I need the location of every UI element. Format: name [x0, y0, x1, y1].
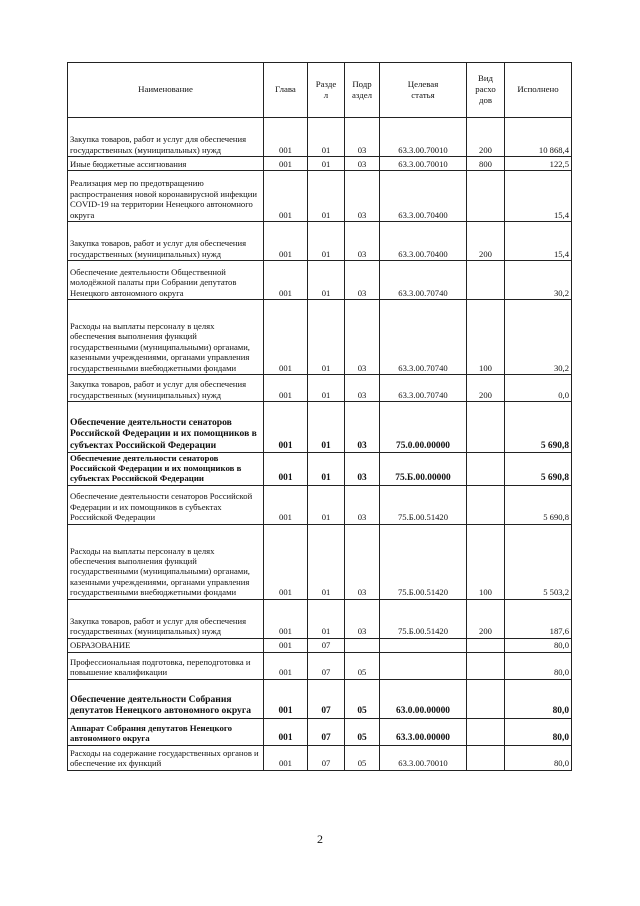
- header-name: Наименование: [68, 63, 264, 118]
- table-row: [68, 118, 572, 157]
- table-row: [68, 652, 572, 679]
- budget-table: [67, 62, 572, 771]
- cell-amount: 80,0: [505, 745, 572, 770]
- cell-amount: 80,0: [505, 638, 572, 652]
- cell-podrazdel: [345, 638, 380, 652]
- header-glava: Глава: [264, 63, 308, 118]
- cell-glava: 001: [264, 638, 308, 652]
- cell-name: Закупка товаров, работ и услуг для обеспечения государственных (муниципальных) нужд: [68, 118, 264, 157]
- cell-podrazdel: 03: [345, 524, 380, 599]
- cell-name: Расходы на выплаты персоналу в целях обеспечения выполнения функций государственными (муниципальными) органами, казенными учреждениями, органами управления государственными внебюджетными фондами: [68, 524, 264, 599]
- cell-glava: 001: [264, 453, 308, 486]
- cell-vid: [467, 453, 505, 486]
- cell-vid: [467, 171, 505, 222]
- cell-target: 63.3.00.70010: [380, 745, 467, 770]
- cell-target: 75.Б.00.00000: [380, 453, 467, 486]
- cell-podrazdel: 03: [345, 171, 380, 222]
- page-number: 2: [317, 832, 323, 846]
- cell-glava: 001: [264, 261, 308, 300]
- cell-razdel: 07: [308, 679, 345, 718]
- cell-razdel: 01: [308, 485, 345, 524]
- cell-name: Аппарат Собрания депутатов Ненецкого автономного округа: [68, 718, 264, 745]
- cell-podrazdel: 03: [345, 222, 380, 261]
- cell-name: Закупка товаров, работ и услуг для обеспечения государственных (муниципальных) нужд: [68, 599, 264, 638]
- cell-target: 63.3.00.70740: [380, 300, 467, 375]
- table-row: [68, 300, 572, 375]
- cell-podrazdel: 03: [345, 375, 380, 402]
- cell-amount: 15,4: [505, 171, 572, 222]
- cell-target: [380, 638, 467, 652]
- cell-razdel: 07: [308, 745, 345, 770]
- cell-vid: [467, 718, 505, 745]
- cell-razdel: 01: [308, 222, 345, 261]
- cell-vid: [467, 402, 505, 453]
- cell-amount: 122,5: [505, 157, 572, 171]
- cell-podrazdel: 03: [345, 453, 380, 486]
- cell-target: 63.3.00.70740: [380, 261, 467, 300]
- cell-target: 63.3.00.00000: [380, 718, 467, 745]
- cell-razdel: 01: [308, 402, 345, 453]
- cell-amount: 15,4: [505, 222, 572, 261]
- cell-name: Профессиональная подготовка, переподготовка и повышение квалификации: [68, 652, 264, 679]
- cell-vid: 100: [467, 300, 505, 375]
- cell-amount: 10 868,4: [505, 118, 572, 157]
- cell-target: 63.3.00.70400: [380, 171, 467, 222]
- cell-amount: 5 690,8: [505, 453, 572, 486]
- cell-name: Обеспечение деятельности сенаторов Российской Федерации и их помощников в субъектах Российской Федерации: [68, 402, 264, 453]
- table-row: [68, 638, 572, 652]
- cell-podrazdel: 03: [345, 118, 380, 157]
- cell-podrazdel: 05: [345, 745, 380, 770]
- cell-name: Закупка товаров, работ и услуг для обеспечения государственных (муниципальных) нужд: [68, 375, 264, 402]
- table-row: [68, 222, 572, 261]
- table-row: [68, 679, 572, 718]
- cell-vid: [467, 652, 505, 679]
- table-row: [68, 745, 572, 770]
- cell-podrazdel: 05: [345, 652, 380, 679]
- cell-glava: 001: [264, 718, 308, 745]
- header-executed: Исполнено: [505, 63, 572, 118]
- cell-name: ОБРАЗОВАНИЕ: [68, 638, 264, 652]
- cell-vid: [467, 679, 505, 718]
- cell-name: Обеспечение деятельности Общественной молодёжной палаты при Собрании депутатов Ненецкого автономного округа: [68, 261, 264, 300]
- cell-target: 63.3.00.70400: [380, 222, 467, 261]
- cell-amount: 80,0: [505, 652, 572, 679]
- cell-name: Расходы на выплаты персоналу в целях обеспечения выполнения функций государственными (муниципальными) органами, казенными учреждениями, органами управления государственными внебюджетными фондами: [68, 300, 264, 375]
- cell-target: 63.3.00.70010: [380, 118, 467, 157]
- cell-razdel: 01: [308, 453, 345, 486]
- header-target: Целевая статья: [380, 63, 467, 118]
- cell-glava: 001: [264, 679, 308, 718]
- cell-podrazdel: 03: [345, 402, 380, 453]
- cell-name: Реализация мер по предотвращению распространения новой коронавирусной инфекции COVID-19 на территории Ненецкого автономного округа: [68, 171, 264, 222]
- table-row: [68, 524, 572, 599]
- cell-glava: 001: [264, 485, 308, 524]
- cell-name: Обеспечение деятельности сенаторов Российской Федерации и их помощников в субъектах Российской Федерации: [68, 485, 264, 524]
- cell-vid: 200: [467, 222, 505, 261]
- table-row: [68, 453, 572, 486]
- cell-vid: 200: [467, 599, 505, 638]
- cell-podrazdel: 03: [345, 300, 380, 375]
- cell-podrazdel: 05: [345, 679, 380, 718]
- cell-amount: 5 503,2: [505, 524, 572, 599]
- cell-podrazdel: 03: [345, 599, 380, 638]
- table-row: [68, 157, 572, 171]
- cell-vid: 200: [467, 118, 505, 157]
- cell-vid: [467, 638, 505, 652]
- cell-target: 63.3.00.70010: [380, 157, 467, 171]
- cell-target: [380, 652, 467, 679]
- cell-name: Обеспечение деятельности сенаторов Российской Федерации и их помощников в субъектах Российской Федерации: [68, 453, 264, 486]
- cell-amount: 5 690,8: [505, 485, 572, 524]
- cell-podrazdel: 03: [345, 485, 380, 524]
- cell-glava: 001: [264, 157, 308, 171]
- cell-target: 75.Б.00.51420: [380, 485, 467, 524]
- cell-vid: [467, 485, 505, 524]
- cell-razdel: 01: [308, 524, 345, 599]
- cell-glava: 001: [264, 599, 308, 638]
- cell-razdel: 07: [308, 652, 345, 679]
- cell-target: 63.3.00.70740: [380, 375, 467, 402]
- table-row: [68, 402, 572, 453]
- cell-podrazdel: 03: [345, 157, 380, 171]
- table-row: [68, 261, 572, 300]
- cell-vid: 200: [467, 375, 505, 402]
- cell-razdel: 01: [308, 599, 345, 638]
- header-razdel: Разде л: [308, 63, 345, 118]
- cell-vid: 100: [467, 524, 505, 599]
- cell-podrazdel: 03: [345, 261, 380, 300]
- cell-razdel: 01: [308, 261, 345, 300]
- cell-vid: [467, 745, 505, 770]
- cell-glava: 001: [264, 300, 308, 375]
- cell-glava: 001: [264, 171, 308, 222]
- cell-amount: 30,2: [505, 261, 572, 300]
- cell-razdel: 01: [308, 171, 345, 222]
- cell-target: 75.Б.00.51420: [380, 599, 467, 638]
- cell-amount: 0,0: [505, 375, 572, 402]
- cell-razdel: 01: [308, 157, 345, 171]
- cell-podrazdel: 05: [345, 718, 380, 745]
- cell-razdel: 01: [308, 375, 345, 402]
- cell-razdel: 07: [308, 638, 345, 652]
- cell-glava: 001: [264, 222, 308, 261]
- cell-amount: 5 690,8: [505, 402, 572, 453]
- cell-glava: 001: [264, 118, 308, 157]
- cell-glava: 001: [264, 745, 308, 770]
- cell-amount: 80,0: [505, 718, 572, 745]
- cell-name: Закупка товаров, работ и услуг для обеспечения государственных (муниципальных) нужд: [68, 222, 264, 261]
- cell-razdel: 01: [308, 118, 345, 157]
- cell-amount: 80,0: [505, 679, 572, 718]
- table-row: [68, 485, 572, 524]
- cell-target: 63.0.00.00000: [380, 679, 467, 718]
- cell-vid: [467, 261, 505, 300]
- table-row: [68, 375, 572, 402]
- header-vid: Вид расхо дов: [467, 63, 505, 118]
- table-row: [68, 718, 572, 745]
- cell-target: 75.Б.00.51420: [380, 524, 467, 599]
- cell-amount: 30,2: [505, 300, 572, 375]
- cell-razdel: 07: [308, 718, 345, 745]
- cell-vid: 800: [467, 157, 505, 171]
- cell-razdel: 01: [308, 300, 345, 375]
- cell-name: Обеспечение деятельности Собрания депутатов Ненецкого автономного округа: [68, 679, 264, 718]
- cell-glava: 001: [264, 375, 308, 402]
- table-row: [68, 171, 572, 222]
- cell-target: 75.0.00.00000: [380, 402, 467, 453]
- cell-glava: 001: [264, 402, 308, 453]
- cell-amount: 187,6: [505, 599, 572, 638]
- cell-name: Расходы на содержание государственных органов и обеспечение их функций: [68, 745, 264, 770]
- cell-glava: 001: [264, 524, 308, 599]
- header-podrazdel: Подр аздел: [345, 63, 380, 118]
- cell-glava: 001: [264, 652, 308, 679]
- table-header-row: [68, 63, 572, 118]
- cell-name: Иные бюджетные ассигнования: [68, 157, 264, 171]
- table-row: [68, 599, 572, 638]
